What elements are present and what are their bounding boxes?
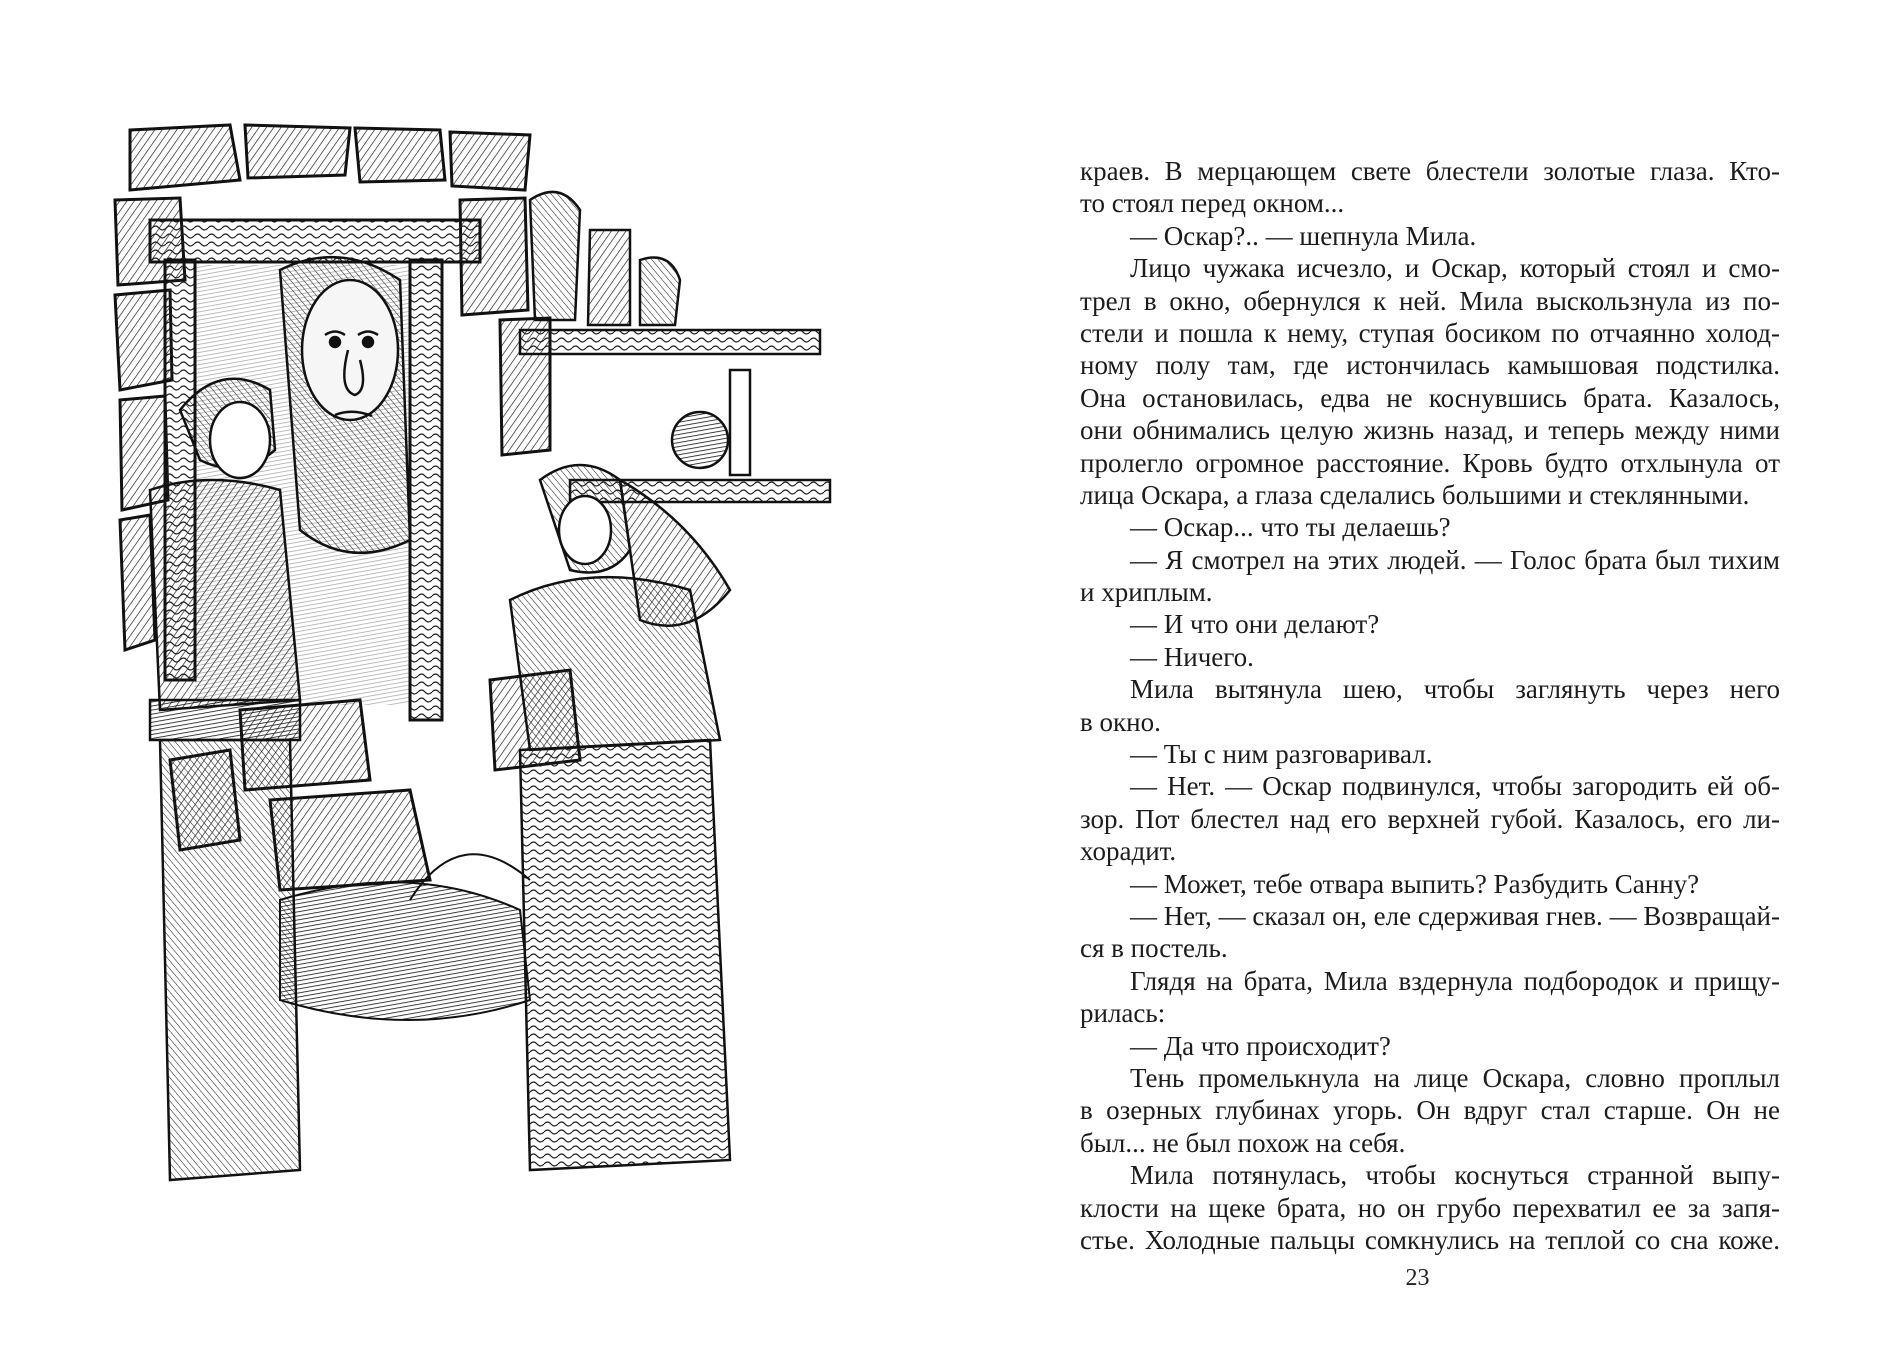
text-line: был... не был похож на себя. <box>1080 1127 1406 1158</box>
text-line: — Да что происходит? <box>1130 1030 1391 1061</box>
text-line: — Оскар... что ты делаешь? <box>1130 512 1451 543</box>
text-line: ся в постель. <box>1080 933 1228 964</box>
text-line: зор. Пот блестел над его верхней губой. Казалось, его ли- <box>1080 803 1780 834</box>
text-line: пролегло огромное расстояние. Кровь будто отхлынула от <box>1080 447 1780 478</box>
text-line: — Нет, — сказал он, еле сдерживая гнев. — Возвращай- <box>1130 900 1780 931</box>
text-line: — И что они делают? <box>1130 609 1380 640</box>
text-line: Она остановилась, едва не коснувшись брата. Казалось, <box>1080 382 1780 413</box>
text-line: в озерных глубинах угорь. Он вдруг стал старше. Он не <box>1080 1095 1780 1126</box>
text-line: — Нет. — Оскар подвинулся, чтобы загородить ей об- <box>1130 771 1780 802</box>
text-line: клости на щеке брата, но он грубо перехватил ее за запя- <box>1080 1192 1780 1223</box>
text-line: лица Оскара, а глаза сделались большими и стеклянными. <box>1080 479 1750 510</box>
text-line: — Может, тебе отвара выпить? Разбудить Санну? <box>1130 868 1700 899</box>
text-line: и хриплым. <box>1080 577 1213 608</box>
text-line: Мила вытянула шею, чтобы заглянуть через него <box>1130 674 1780 705</box>
body-text <box>1080 155 1780 1256</box>
text-line: — Оскар?.. — шепнула Мила. <box>1130 220 1477 251</box>
text-line: Мила потянулась, чтобы коснуться странной выпу- <box>1130 1160 1780 1191</box>
text-line: то стоял перед окном... <box>1080 188 1345 219</box>
text-line: рилась: <box>1080 998 1166 1029</box>
text-line: трел в окно, обернулся к ней. Мила выскользнула из по- <box>1080 285 1780 316</box>
illustration-icon <box>110 120 870 1190</box>
text-line: они обнимались целую жизнь назад, и теперь между ними <box>1080 415 1780 446</box>
text-line: в окно. <box>1080 706 1161 737</box>
page-number: 23 <box>1405 1265 1430 1291</box>
text-line: — Я смотрел на этих людей. — Голос брата был тихим <box>1130 544 1780 575</box>
right-page <box>945 0 1890 1358</box>
text-line: — Ты с ним разговаривал. <box>1130 739 1433 770</box>
text-line: хорадит. <box>1080 836 1177 867</box>
text-line: краев. В мерцающем свете блестели золотые глаза. Кто- <box>1080 156 1780 186</box>
text-line: Тень промелькнула на лице Оскара, словно проплыл <box>1130 1062 1780 1093</box>
text-line: Лицо чужака исчезло, и Оскар, который стоял и смо- <box>1130 253 1780 284</box>
text-line: стье. Холодные пальцы сомкнулись на теплой со сна коже. <box>1080 1224 1780 1255</box>
engraving-illustration <box>110 120 870 1190</box>
text-line: ному полу там, где истончилась камышовая подстилка. <box>1080 350 1780 381</box>
text-line: — Ничего. <box>1130 641 1254 672</box>
text-line: стели и пошла к нему, ступая босиком по отчаянно холод- <box>1080 317 1780 348</box>
text-line: Глядя на брата, Мила вздернула подбородок и прищу- <box>1130 965 1780 996</box>
